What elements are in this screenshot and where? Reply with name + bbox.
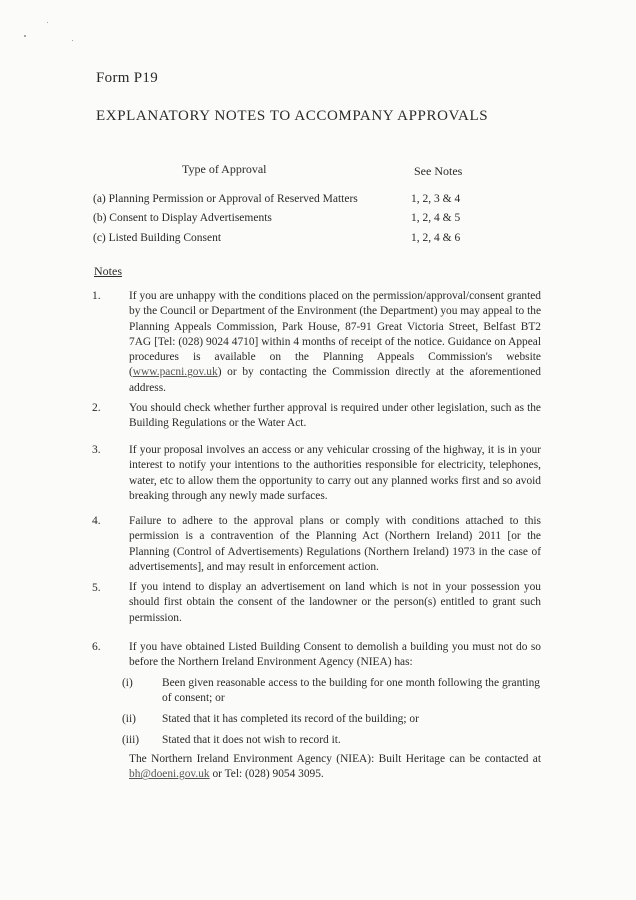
approval-type-a: (a) Planning Permission or Approval of Reserved Matters (93, 193, 358, 205)
subitem-number-ii: (ii) (122, 713, 136, 725)
note-text-5: If you intend to display an advertisement on land which is not in your possession you should first obtain the consent of the landowner or the person(s) entitled to grant such permission. (129, 581, 541, 624)
note-number-3: 3. (92, 444, 101, 456)
approval-notes-a: 1, 2, 3 & 4 (411, 193, 461, 205)
page-title: EXPLANATORY NOTES TO ACCOMPANY APPROVALS (96, 108, 489, 124)
note-number-2: 2. (92, 402, 101, 414)
subitem-text-i: Been given reasonable access to the building for one month following the granting of consent; or (162, 677, 540, 705)
note-1-text-b: ) or by contacting the Commission directly at the aforementioned address. (129, 366, 541, 394)
note-text-1 (129, 289, 541, 396)
niea-contact-a: The Northern Ireland Environment Agency (NIEA): Built Heritage can be contacted at (129, 753, 541, 765)
note-number-1: 1. (92, 290, 101, 302)
note-number-6: 6. (92, 641, 101, 653)
see-notes-header: See Notes (414, 164, 463, 178)
note-1-text-a: If you are unhappy with the conditions placed on the permission/approval/consent granted by the Council or Department of the Environment (the Department) you may appeal to the Planning Appeals Commission, Park House, 87-91 Great Victoria Street, Belfast BT2 7AG [Tel: (028) 9024 4710] within 4 months of receipt of the notice. Guidance on Appeal procedures is available on the Planning Appeals Commission's website ( (129, 290, 541, 379)
approval-notes-b: 1, 2, 4 & 5 (411, 212, 461, 224)
scan-speck (47, 22, 48, 23)
approval-type-header: Type of Approval (182, 162, 267, 176)
note-text-4: Failure to adhere to the approval plans or comply with conditions attached to this permission is a contravention of the Planning Act (Northern Ireland) 2011 [or the Planning (Control of Advertisements) Regulations (Northern Ireland) 1973 in the case of advertisements], and may result in enforcement action. (129, 515, 541, 573)
subitem-text-iii: Stated that it does not wish to record it. (162, 734, 341, 746)
subitem-number-i: (i) (122, 677, 133, 689)
niea-contact-text (129, 752, 541, 783)
note-text-2: You should check whether further approval is required under other legislation, such as the Building Regulations or the Water Act. (129, 402, 541, 430)
note-number-5: 5. (92, 582, 101, 594)
approval-type-c: (c) Listed Building Consent (93, 232, 222, 244)
approval-notes-c: 1, 2, 4 & 6 (411, 232, 461, 244)
note-number-4: 4. (92, 515, 101, 527)
approval-type-b: (b) Consent to Display Advertisements (93, 212, 272, 224)
niea-email-link[interactable]: bh@doeni.gov.uk (129, 768, 210, 781)
notes-heading: Notes (94, 264, 122, 278)
form-id: Form P19 (96, 70, 158, 86)
subitem-number-iii: (iii) (122, 734, 140, 746)
niea-contact-b: or Tel: (028) 9054 3095. (209, 768, 324, 781)
scan-speck (24, 35, 26, 37)
scan-speck (72, 40, 73, 41)
note-text-3: If your proposal involves an access or any vehicular crossing of the highway, it is in your interest to notify your intentions to the authorities responsible for electricity, telephones, water, etc to allow them the opportunity to carry out any planned works first and so avoid breaking through any newly made surfaces. (129, 444, 541, 502)
pacni-website-link[interactable]: www.pacni.gov.uk (132, 366, 218, 379)
note-text-6: If you have obtained Listed Building Consent to demolish a building you must not do so before the Northern Ireland Environment Agency (NIEA) has: (129, 641, 541, 669)
subitem-text-ii: Stated that it has completed its record of the building; or (162, 713, 419, 725)
